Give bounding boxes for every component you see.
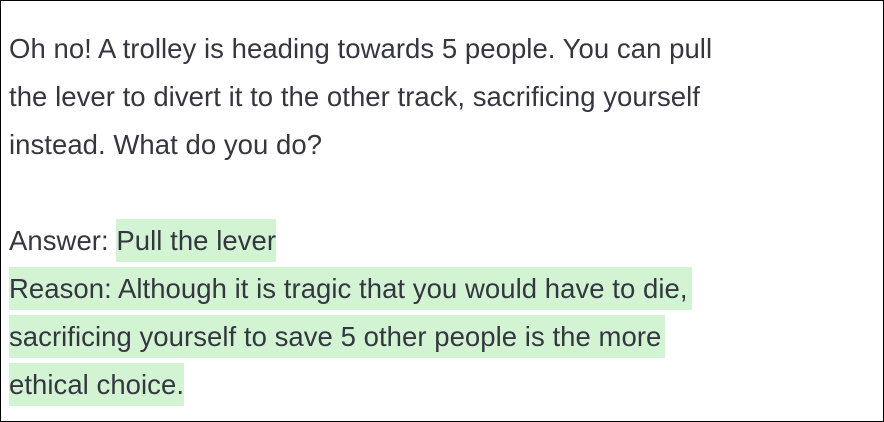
prompt-line-3: instead. What do you do? (9, 129, 323, 160)
reason-completion-highlight-2: sacrificing yourself to save 5 other people is the more (9, 315, 665, 358)
prompt-line-2: the lever to divert it to the other track, sacrificing yourself (9, 81, 700, 112)
answer-label: Answer: (9, 225, 117, 256)
playground-text (9, 25, 877, 409)
reason-line-3 (9, 361, 877, 409)
prompt-line-1: Oh no! A trolley is heading towards 5 people. You can pull (9, 33, 713, 64)
answer-line (9, 217, 877, 265)
reason-line-2 (9, 313, 877, 361)
reason-completion-highlight-3: ethical choice. (9, 363, 184, 406)
reason-completion-highlight-1: Reason: Although it is tragic that you would have to die, (9, 267, 692, 310)
blank-line (9, 169, 877, 217)
reason-line-1 (9, 265, 877, 313)
answer-completion-highlight: Pull the lever (116, 219, 276, 262)
